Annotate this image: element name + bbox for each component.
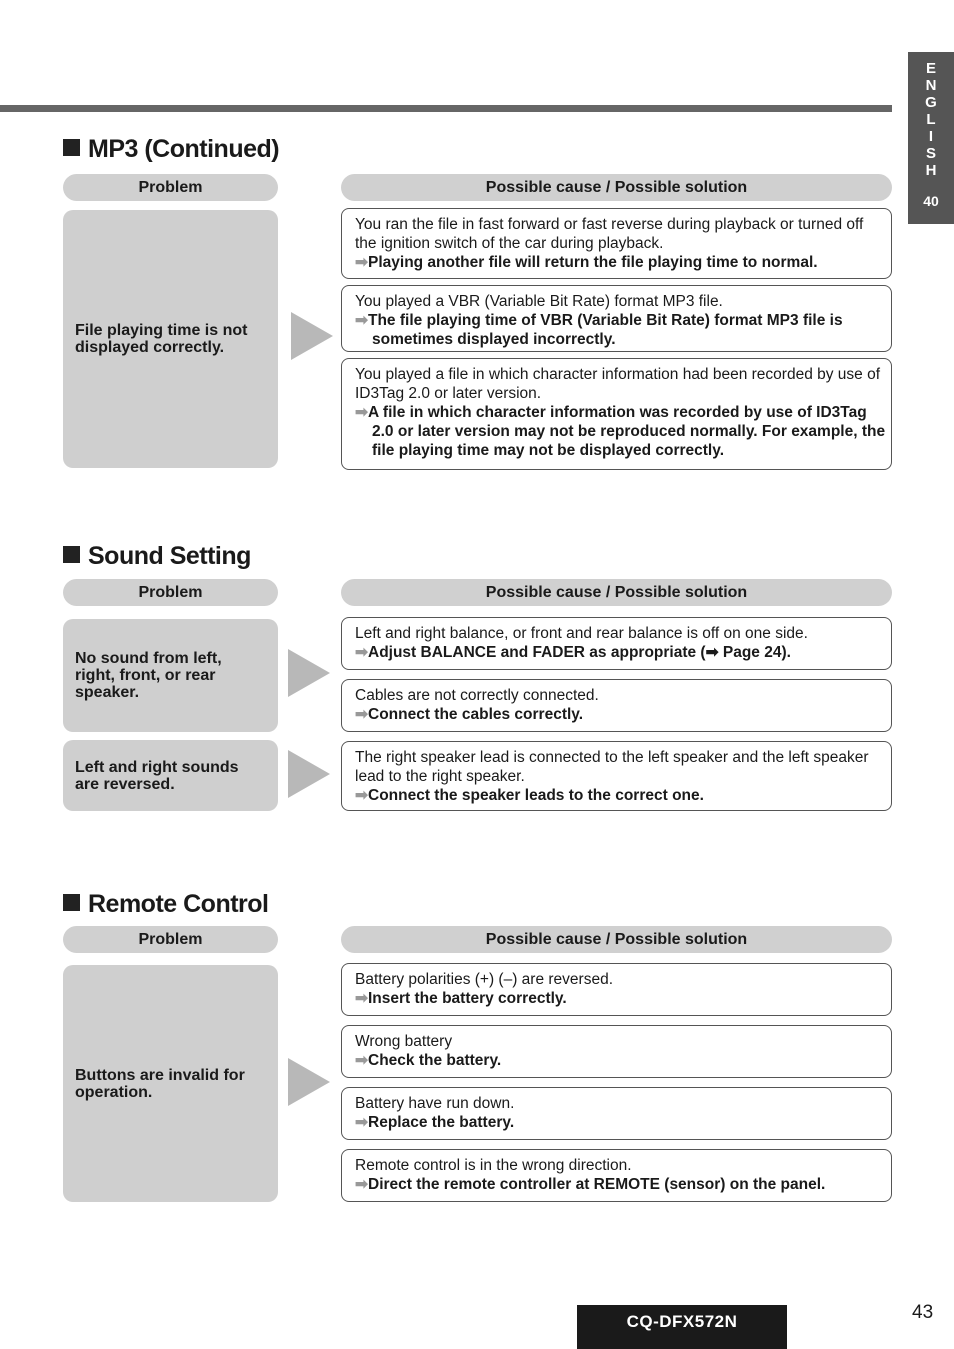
problem-box — [63, 740, 278, 811]
fix-text: Connect the cables correctly. — [368, 706, 584, 723]
cause-text: Cables are not correctly connected. — [355, 687, 599, 704]
section-bullet-icon — [63, 139, 80, 156]
solution-box — [341, 285, 892, 352]
arrow-right-icon: ➡ — [355, 990, 368, 1007]
fix-line — [355, 989, 887, 1008]
fix-line — [355, 253, 887, 272]
problem-text: Left and right sounds are reversed. — [75, 758, 239, 793]
tab-letter: G — [925, 94, 937, 111]
arrow-right-icon: ➡ — [355, 706, 368, 723]
fix-line — [355, 1113, 887, 1132]
fix-line — [355, 311, 887, 349]
problem-header: Problem — [63, 174, 278, 201]
problem-text: No sound from left, right, front, or rear speaker. — [75, 650, 222, 701]
language-tab-letters — [908, 52, 954, 179]
section-bullet-icon — [63, 546, 80, 563]
tab-letter: S — [925, 145, 936, 162]
page-number: 43 — [912, 1302, 934, 1323]
cause-text: You ran the file in fast forward or fast reverse during playback or turned off the ignition switch of the car during playback. — [355, 216, 864, 252]
solution-box — [341, 617, 892, 670]
section-title-text: MP3 (Continued) — [88, 135, 280, 163]
solution-box — [341, 358, 892, 470]
tab-letter: N — [925, 77, 937, 94]
fix-line — [355, 786, 887, 805]
problem-header: Problem — [63, 579, 278, 606]
solution-box — [341, 1087, 892, 1140]
solution-box — [341, 963, 892, 1016]
cause-text: You played a file in which character information had been recorded by use of ID3Tag 2.0 or later version. — [355, 366, 881, 402]
problem-box — [63, 210, 278, 468]
problem-header: Problem — [63, 926, 278, 953]
solution-box — [341, 1149, 892, 1202]
cause-text: The right speaker lead is connected to the left speaker and the left speaker lead to the right speaker. — [355, 749, 869, 785]
fix-text: Adjust BALANCE and FADER as appropriate (➡ Page 24). — [368, 644, 791, 661]
arrow-right-icon: ➡ — [355, 1114, 368, 1131]
fix-text: A file in which character information was recorded by use of ID3Tag 2.0 or later version may not be reproduced normally. For example, the file playing time may not be displayed correctly. — [368, 404, 886, 459]
pointer-arrow-icon — [288, 1058, 330, 1106]
problem-text: Buttons are invalid for operation. — [75, 1066, 245, 1101]
solution-box — [341, 1025, 892, 1078]
fix-line — [355, 403, 887, 460]
arrow-right-icon: ➡ — [355, 644, 368, 661]
tab-letter: H — [925, 162, 937, 179]
arrow-right-icon: ➡ — [355, 1052, 368, 1069]
language-tab — [908, 52, 954, 224]
problem-text: File playing time is not displayed correctly. — [75, 322, 248, 356]
arrow-right-icon: ➡ — [355, 254, 368, 271]
solution-header: Possible cause / Possible solution — [341, 926, 892, 953]
solution-header: Possible cause / Possible solution — [341, 174, 892, 201]
section-title-sound-setting — [63, 541, 251, 571]
fix-text: Check the battery. — [368, 1052, 502, 1069]
language-tab-number: 40 — [923, 193, 939, 209]
top-rule — [0, 105, 892, 112]
solution-header: Possible cause / Possible solution — [341, 579, 892, 606]
solution-box — [341, 679, 892, 732]
section-bullet-icon — [63, 894, 80, 911]
fix-line — [355, 643, 887, 662]
pointer-arrow-icon — [288, 649, 330, 697]
fix-line — [355, 1051, 887, 1070]
cause-text: You played a VBR (Variable Bit Rate) format MP3 file. — [355, 293, 723, 310]
fix-text: Direct the remote controller at REMOTE (sensor) on the panel. — [368, 1176, 826, 1193]
cause-text: Remote control is in the wrong direction. — [355, 1157, 632, 1174]
cause-text: Battery have run down. — [355, 1095, 515, 1112]
solution-box — [341, 741, 892, 811]
problem-box — [63, 619, 278, 732]
pointer-arrow-icon — [291, 312, 333, 360]
section-title-mp3 — [63, 134, 279, 164]
arrow-right-icon: ➡ — [355, 312, 368, 329]
fix-text: The file playing time of VBR (Variable Bit Rate) format MP3 file is sometimes displayed incorrectly. — [368, 312, 843, 348]
section-title-text: Sound Setting — [88, 542, 251, 570]
model-number-badge: CQ-DFX572N — [577, 1305, 787, 1349]
arrow-right-icon: ➡ — [355, 404, 368, 421]
fix-text: Playing another file will return the file playing time to normal. — [368, 254, 818, 271]
fix-line — [355, 705, 887, 724]
tab-letter: I — [928, 128, 934, 145]
fix-text: Insert the battery correctly. — [368, 990, 567, 1007]
fix-text: Replace the battery. — [368, 1114, 515, 1131]
tab-letter: E — [925, 60, 936, 77]
fix-line — [355, 1175, 887, 1194]
problem-box — [63, 965, 278, 1202]
solution-box — [341, 208, 892, 279]
section-title-text: Remote Control — [88, 890, 269, 918]
arrow-right-icon: ➡ — [355, 787, 368, 804]
arrow-right-icon: ➡ — [355, 1176, 368, 1193]
cause-text: Wrong battery — [355, 1033, 453, 1050]
section-title-remote-control — [63, 889, 269, 919]
pointer-arrow-icon — [288, 750, 330, 798]
cause-text: Left and right balance, or front and rear balance is off on one side. — [355, 625, 808, 642]
cause-text: Battery polarities (+) (–) are reversed. — [355, 971, 613, 988]
tab-letter: L — [926, 111, 936, 128]
fix-text: Connect the speaker leads to the correct one. — [368, 787, 704, 804]
